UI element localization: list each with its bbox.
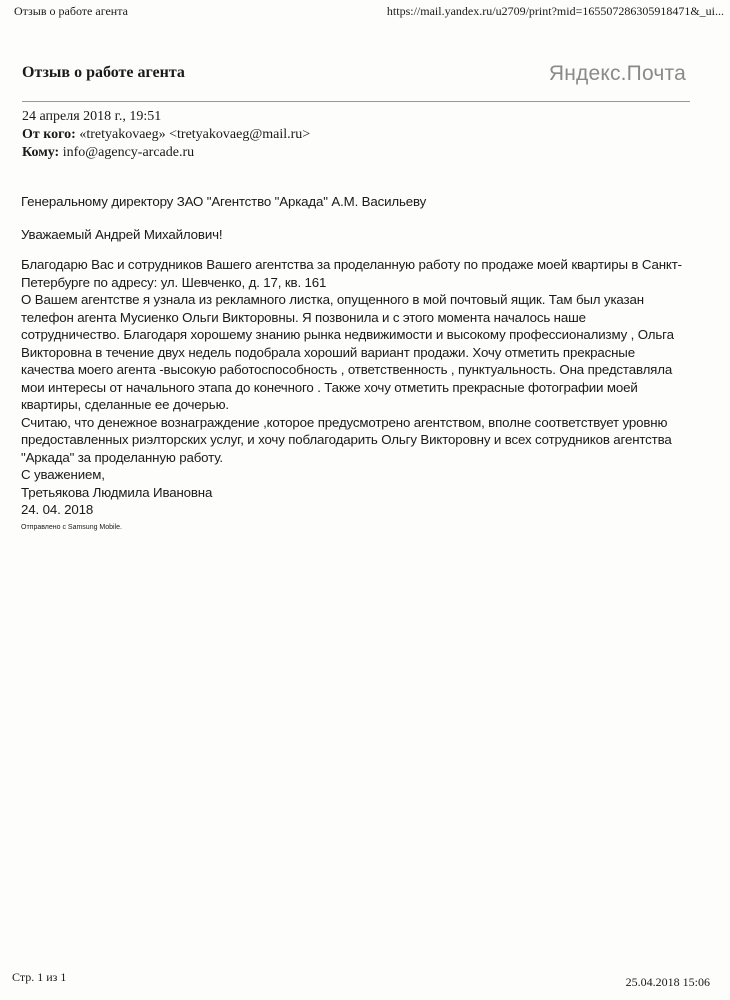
- email-from: [22, 126, 310, 144]
- from-label: От кого:: [22, 127, 76, 142]
- letter-line: квартиры, сделанные ее дочерью.: [21, 397, 229, 412]
- letter-line: мои интересы от начального этапа до конечного . Также хочу отметить прекрасные фотографии моей: [21, 379, 638, 395]
- letter-line: телефон агента Мусиенко Ольги Викторовны. Я позвонила и с этого момента началось наше: [21, 309, 586, 325]
- email-meta: [22, 108, 310, 162]
- letter-line: Петербурге по адресу: ул. Шевченко, д. 17, кв. 161: [21, 274, 327, 290]
- yandex-mail-logo: Яндекс.Почта: [548, 62, 686, 85]
- letter-greeting: Уважаемый Андрей Михайлович!: [21, 226, 223, 242]
- sent-from-note: Отправлено с Samsung Mobile.: [21, 524, 122, 531]
- letter-line: качества моего агента -высокую работоспособность , ответственность , пунктуальность. Она представляла: [21, 362, 673, 377]
- page-counter: Стр. 1 из 1: [12, 970, 67, 984]
- header-divider: [22, 101, 690, 102]
- letter-closing: С уважением,: [21, 467, 105, 482]
- email-to: [22, 144, 310, 162]
- letter-line: сотрудничество. Благодаря хорошему знанию рынка недвижимости и высокому профессионализму , Ольга: [21, 327, 674, 342]
- letter-line: предоставленных риэлторских услуг, и хочу поблагодарить Ольгу Викторовну и всех сотрудников агентства: [21, 432, 672, 447]
- letter-signature-date: 24. 04. 2018: [21, 502, 94, 517]
- letter-signature-name: Третьякова Людмила Ивановна: [21, 484, 213, 500]
- from-value: «tretyakovaeg» <tretyakovaeg@mail.ru>: [79, 127, 311, 142]
- letter-text: [21, 256, 701, 519]
- letter-line: Благодарю Вас и сотрудников Вашего агентства за проделанную работу по продаже моей квартиры в Санкт-: [21, 257, 682, 272]
- letter-line: Считаю, что денежное вознаграждение ,которое предусмотрено агентством, вполне соответствует уровню: [21, 414, 668, 430]
- letter-addressee: Генеральному директору ЗАО "Агентство "Аркада" А.М. Васильеву: [21, 194, 427, 209]
- to-label: Кому:: [22, 145, 60, 160]
- letter-body: [21, 193, 701, 519]
- to-value: info@agency-arcade.ru: [62, 145, 195, 160]
- letter-line: "Аркада" за проделанную работу.: [21, 449, 223, 465]
- print-header: [14, 4, 724, 20]
- letter-line: Викторовна в течение двух недель подобрала хороший вариант продажи. Хочу отметить прекрасные: [21, 344, 635, 360]
- email-date: 24 апреля 2018 г., 19:51: [22, 109, 162, 124]
- letter-line: О Вашем агентстве я узнала из рекламного листка, опущенного в мой почтовый ящик. Там был указан: [21, 292, 644, 307]
- print-timestamp: 25.04.2018 15:06: [625, 975, 710, 989]
- print-page-title: Отзыв о работе агента: [14, 4, 128, 18]
- print-page-url: https://mail.yandex.ru/u2709/print?mid=165507286305918471&_ui...: [386, 4, 724, 18]
- email-subject: Отзыв о работе агента: [22, 64, 185, 81]
